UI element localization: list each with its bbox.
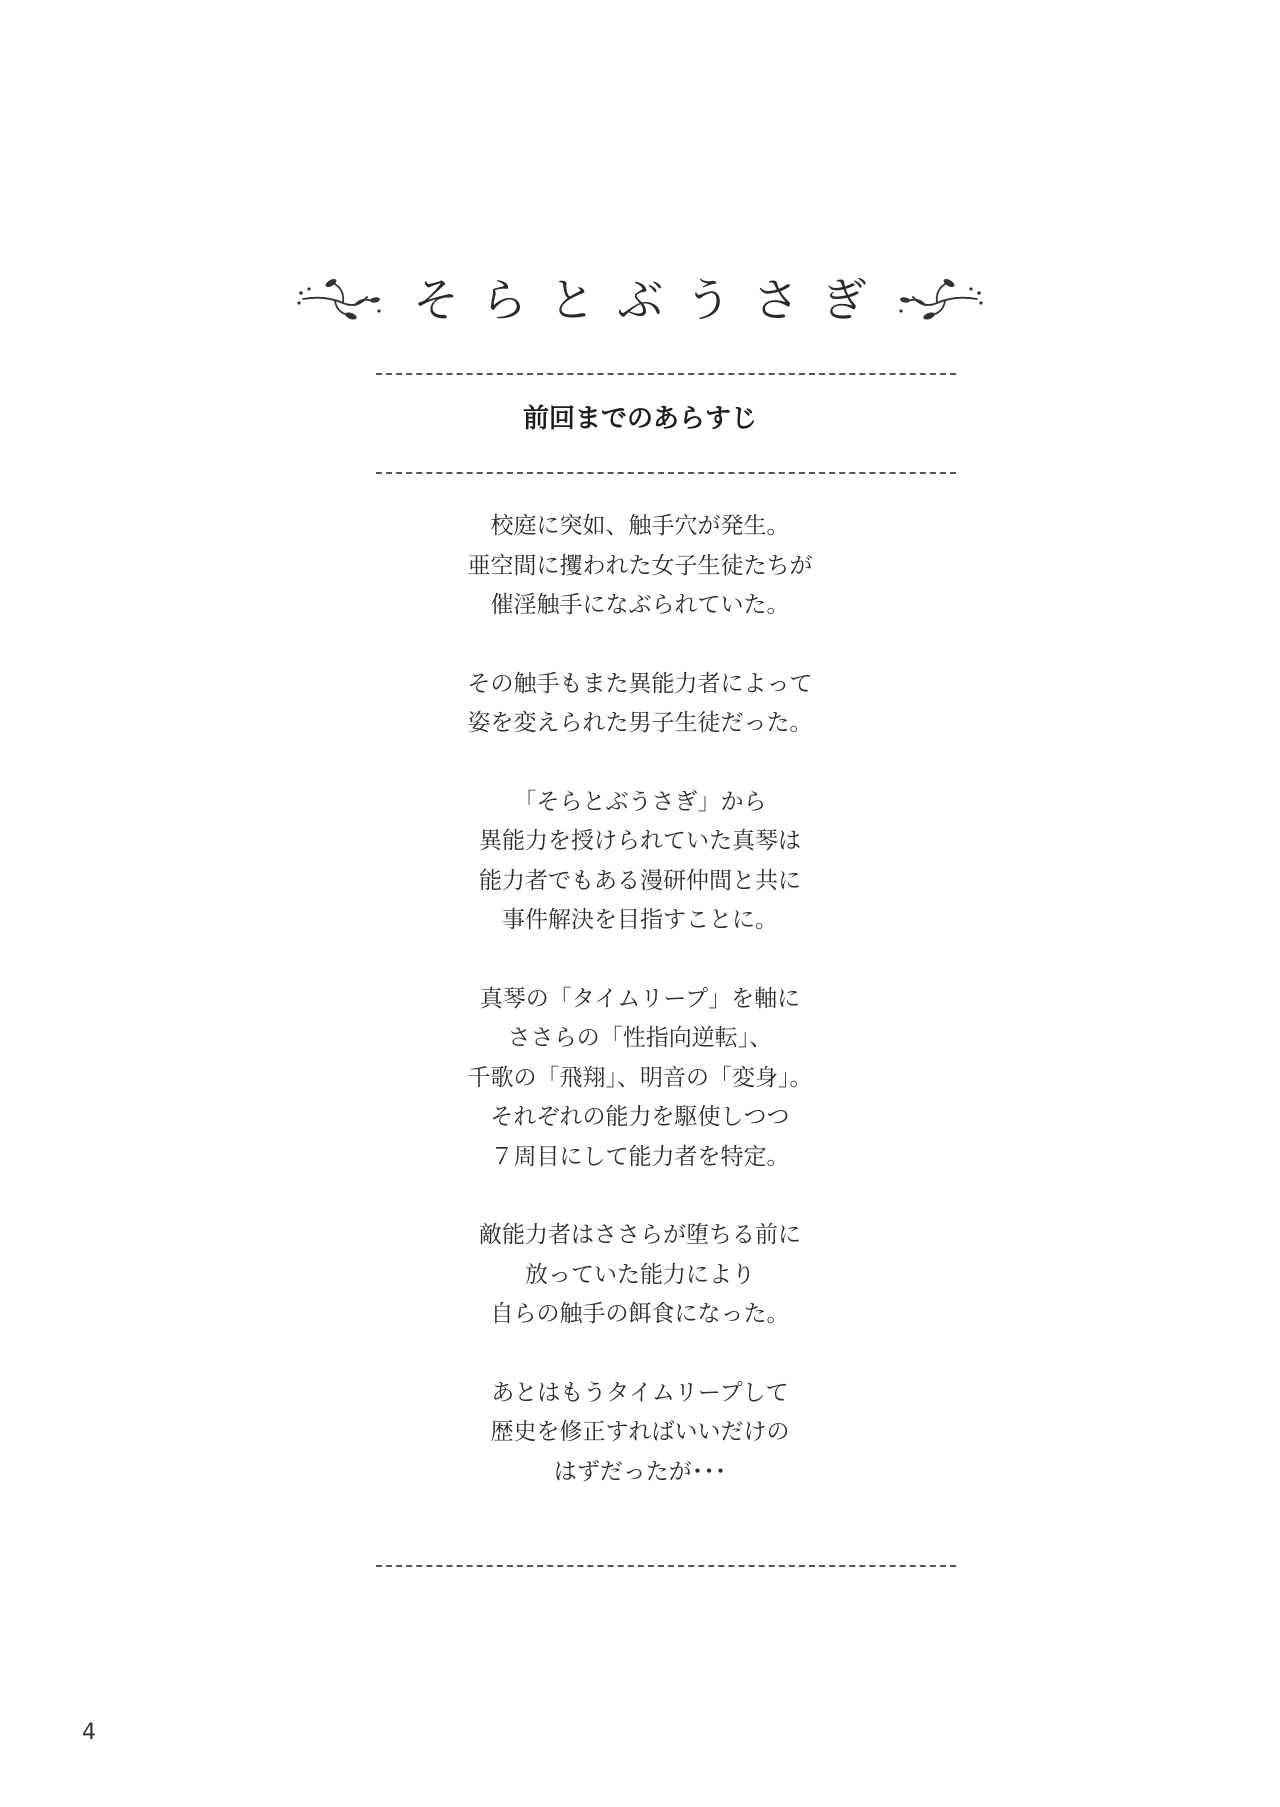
top-dashed-divider xyxy=(376,373,956,375)
synopsis-line: 自らの触手の餌食になった。 xyxy=(490,1301,790,1327)
synopsis-line: 事件解決を目指すことに。 xyxy=(502,907,778,933)
synopsis-paragraph xyxy=(0,1374,1280,1493)
synopsis-line: 催淫触手になぶられていた。 xyxy=(490,592,790,618)
synopsis-line: 真琴の「タイムリープ」を軸に xyxy=(479,985,801,1012)
synopsis-line: 歴史を修正すればいいだけの xyxy=(490,1419,790,1445)
synopsis-paragraph xyxy=(0,783,1280,941)
synopsis-line: 亜空間に攫われた女子生徒たちが xyxy=(467,552,813,579)
synopsis-paragraph xyxy=(0,980,1280,1178)
leaf-ornament-left-icon xyxy=(295,267,385,327)
synopsis-line: 敵能力者はささらが堕ちる前に xyxy=(479,1222,801,1248)
book-title: そらとぶうさぎ xyxy=(413,273,889,327)
synopsis-line: それぞれの能力を駆使しつつ xyxy=(490,1104,790,1130)
bottom-dashed-divider xyxy=(376,1565,956,1567)
page-number: 4 xyxy=(82,1720,96,1745)
synopsis-paragraph xyxy=(0,665,1280,744)
synopsis-line: 千歌の「飛翔」、明音の「変身」。 xyxy=(467,1064,813,1091)
synopsis-line: 「そらとぶうさぎ」から xyxy=(513,788,767,815)
title-header xyxy=(0,262,1280,332)
synopsis-line: 能力者でもある漫研仲間と共に xyxy=(479,867,801,894)
synopsis-line: 異能力を授けられていた真琴は xyxy=(479,828,801,854)
synopsis-line: ７周目にして能力者を特定。 xyxy=(490,1143,790,1170)
synopsis-paragraph xyxy=(0,1216,1280,1335)
synopsis-line: 校庭に突如、触手穴が発生。 xyxy=(490,513,790,539)
synopsis-text xyxy=(0,507,1280,1531)
synopsis-line: 放っていた能力により xyxy=(525,1261,755,1288)
middle-dashed-divider xyxy=(376,472,956,474)
synopsis-line: 姿を変えられた男子生徒だった。 xyxy=(467,710,813,736)
leaf-ornament-right-icon xyxy=(895,267,985,327)
synopsis-line: あとはもうタイムリープして xyxy=(491,1379,789,1406)
synopsis-line: はずだったが･･･ xyxy=(553,1458,727,1485)
synopsis-line: その触手もまた異能力者によって xyxy=(467,670,813,697)
synopsis-line: ささらの「性指向逆転」、 xyxy=(507,1025,773,1051)
synopsis-paragraph xyxy=(0,507,1280,626)
section-subtitle: 前回までのあらすじ xyxy=(522,404,757,434)
